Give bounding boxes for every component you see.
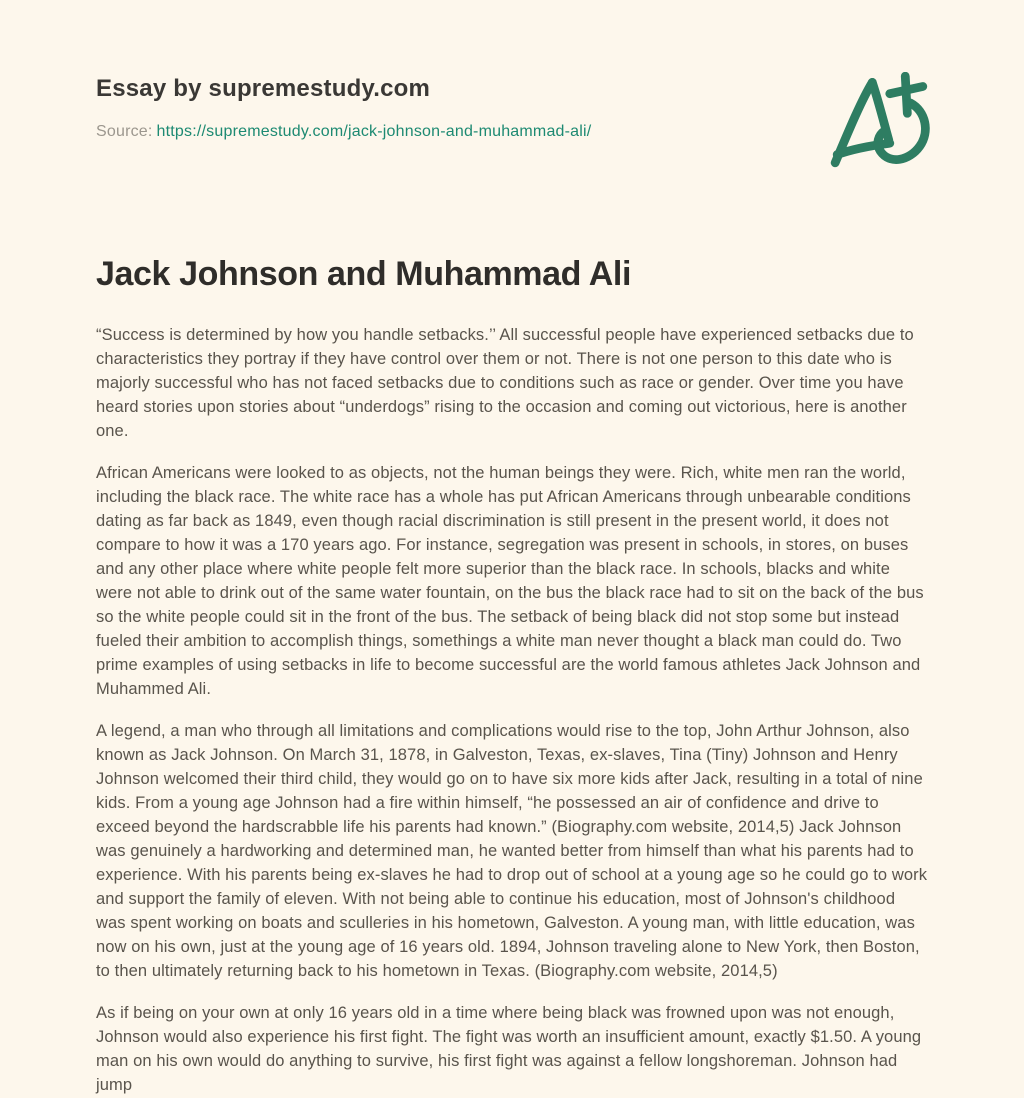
page-header xyxy=(96,76,928,141)
essay-paragraph-2: African Americans were looked to as objects, not the human beings they were. Rich, white men ran the world, including the black race. The white race has a whole has put African Americans through unbearable conditions dating as far back as 1849, even though racial discrimination is still present in the present world, it does not compare to how it was a 170 years ago. For instance, segregation was present in schools, in stores, on buses and any other place where white people felt more superior than the black race. In schools, blacks and white were not able to drink out of the same water fountain, on the bus the black race had to sit on the back of the bus so the white people could sit in the front of the bus. The setback of being black did not stop some but instead fueled their ambition to accomplish things, somethings a white man never thought a black man could do. Two prime examples of using setbacks in life to become successful are the world famous athletes Jack Johnson and Muhammed Ali. xyxy=(96,464,924,699)
essay-title: Jack Johnson and Muhammad Ali xyxy=(96,255,632,294)
source-line xyxy=(96,123,928,141)
essay-paragraph-1: “Success is determined by how you handle setbacks.’’ All successful people have experienced setbacks due to characteristics they portray if they have control over them or not. There is not one person to this date who is majorly successful who has not faced setbacks due to conditions such as race or gender. Over time you have heard stories upon stories about “underdogs” rising to the occasion and coming out victorious, here is another one. xyxy=(96,326,914,441)
source-label: Source: xyxy=(96,123,153,141)
source-url-link[interactable]: https://supremestudy.com/jack-johnson-and-muhammad-ali/ xyxy=(156,123,592,141)
essay-paragraph-3: A legend, a man who through all limitations and complications would rise to the top, John Arthur Johnson, also known as Jack Johnson. On March 31, 1878, in Galveston, Texas, ex-slaves, Tina (Tiny) Johnson and Henry Johnson welcomed their third child, they would go on to have six more kids after Jack, resulting in a total of nine kids. From a young age Johnson had a fire within himself, “he possessed an air of confidence and drive to exceed beyond the hardscrabble life his parents had known.” (Biography.com website, 2014,5) Jack Johnson was genuinely a hardworking and determined man, he wanted better from himself than what his parents had to experience. With his parents being ex-slaves he had to drop out of school at a young age so he could go to work and support the family of eleven. With not being able to continue his education, most of Johnson's childhood was spent working on boats and sculleries in his hometown, Galveston. A young man, with little education, was now on his own, just at the young age of 16 years old. 1894, Johnson traveling alone to New York, then Boston, to then ultimately returning back to his hometown in Texas. (Biography.com website, 2014,5) xyxy=(96,722,928,981)
a-plus-logo-icon xyxy=(830,72,930,168)
site-title: Essay by supremestudy.com xyxy=(96,75,431,102)
essay-body xyxy=(96,323,928,1097)
essay-paragraph-4: As if being on your own at only 16 years old in a time where being black was frowned upon was not enough, Johnson would also experience his first fight. The fight was worth an insufficient amount, exactly $1.50. A young man on his own would do anything to survive, his first fight was against a fellow longshoreman. Johnson had jump xyxy=(96,1004,922,1095)
